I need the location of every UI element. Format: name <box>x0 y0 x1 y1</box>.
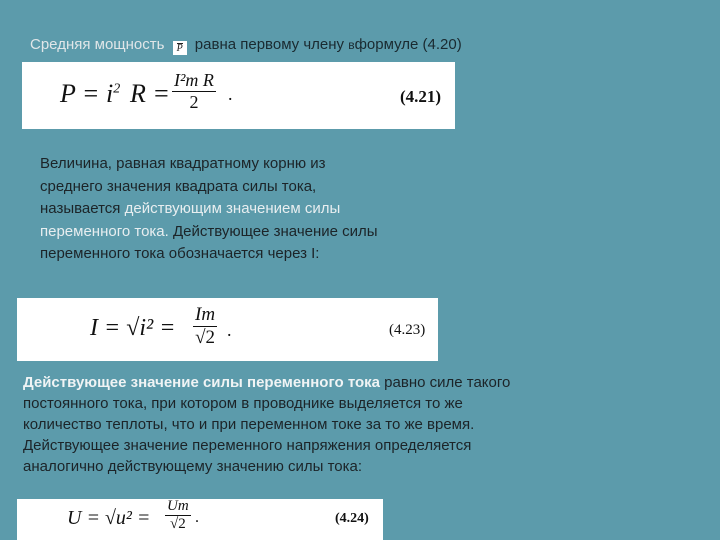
formula-424-number: (4.24) <box>335 511 369 526</box>
formula-421-dot: . <box>228 84 233 104</box>
formula-423-dot: . <box>227 320 232 340</box>
formula-423-fraction: $\frac{Im}{√2}$ <box>195 304 216 348</box>
formula-421-number: (4.21) <box>400 87 442 106</box>
formula-4-24 <box>17 499 383 540</box>
para2-highlight: Действующее значение силы переменного тока <box>23 374 380 391</box>
formula-4-21 <box>22 62 455 129</box>
paragraph-explanation <box>23 372 523 477</box>
formula-423-lhs: I = √i² = <box>90 315 176 341</box>
para2-text-b: Действующее значение переменного напряжения определяется аналогично действующему значению силы тока: <box>23 437 472 475</box>
formula-424-lhs: U = √u² = <box>67 507 151 529</box>
intro-suffix-a: равна первому члену <box>194 36 345 53</box>
formula-421-fraction: $\frac{\text{I²m R}}{2}$ <box>174 70 214 112</box>
mean-power-symbol: P <box>173 41 187 55</box>
formula-423-number: (4.23) <box>389 322 426 338</box>
intro-suffix-c: формуле (4.20) <box>354 36 462 53</box>
formula-424-dot: . <box>195 509 199 526</box>
para1-text-b: Действующее значение силы переменного тока обозначается через I: <box>40 222 378 262</box>
formula-4-23 <box>17 298 438 361</box>
intro-line <box>30 36 462 55</box>
para1-text-a: Величина, равная квадратному корню из среднего значения квадрата силы тока, называется <box>40 155 326 217</box>
para2-text-a: равно силе такого постоянного тока, при котором в проводнике выделяется то же количество теплоты, что и при переменном токе за то же время. <box>23 374 511 433</box>
para1-highlight: действующим значением силы переменного тока. <box>40 200 341 240</box>
intro-prefix: Средняя мощность <box>30 36 165 53</box>
formula-421-lhs: $P = i^2$ <box>60 79 121 108</box>
intro-suffix-b: в <box>348 38 355 52</box>
paragraph-definition <box>40 153 385 266</box>
formula-424-fraction: $\frac{Um}{√2}$ <box>167 498 189 532</box>
formula-421-mid: R = <box>130 79 170 108</box>
